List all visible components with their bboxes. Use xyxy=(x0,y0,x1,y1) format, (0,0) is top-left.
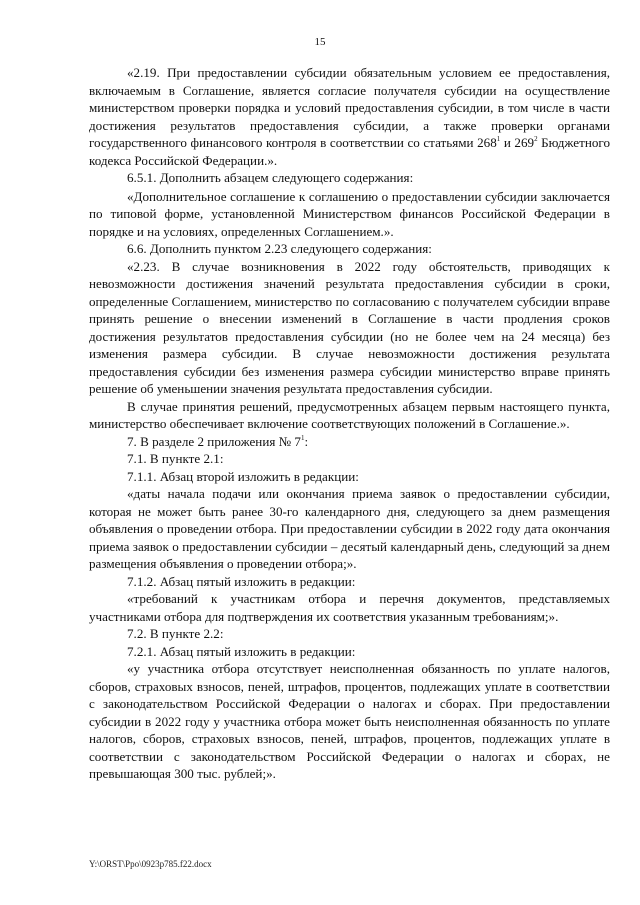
heading-6-5-1: 6.5.1. Дополнить абзацем следующего содержания: xyxy=(127,170,414,185)
paragraph-text: : xyxy=(304,433,309,449)
paragraph-text: 7. В разделе 2 приложения № 7 xyxy=(127,433,301,449)
paragraph-7-1-2-text: «требований к участникам отбора и перечня документов, представляемых участниками отбора для подтверждения их соответствия указанным требованиям;». xyxy=(89,591,610,624)
page-number: 15 xyxy=(314,36,326,48)
heading-7-2: 7.2. В пункте 2.2: xyxy=(127,626,224,641)
paragraph-2-23-cont: В случае принятия решений, предусмотренных абзацем первым настоящего пункта, министерство обеспечивает включение соответствующих положений в Соглашение.». xyxy=(89,398,610,431)
heading-7-1-1: 7.1.1. Абзац второй изложить в редакции: xyxy=(127,468,359,484)
superscript: 2 xyxy=(534,135,538,143)
heading-7-2-1: 7.2.1. Абзац пятый изложить в редакции: xyxy=(127,643,356,659)
paragraph-6-5-1-text: «Дополнительное соглашение к соглашению о предоставлении субсидии заключается по типовой форме, установленной Министерством финансов Российской Федерации в порядке и на условиях, определенных Соглашением.». xyxy=(89,188,610,239)
superscript: 1 xyxy=(496,135,501,143)
heading-7-1: 7.1. В пункте 2.1: xyxy=(127,451,224,466)
paragraph-2-23: «2.23. В случае возникновения в 2022 году обстоятельств, приводящих к невозможности достижения значений результата предоставления субсидии в сроки, определенные Соглашением, министерство по согласованию с получателем субсидии вправе принять решение о внесении изменений в Соглашение в части продления сроков достижения результатов предоставления субсидии (но не более чем на 24 месяца) без изменения размера субсидии. В случае невозможности достижения результата предоставления субсидии без изменения размера субсидии министерство вправе принять решение об уменьшении значения результата предоставления субсидии. xyxy=(89,258,610,396)
heading-7-1-2: 7.1.2. Абзац пятый изложить в редакции: xyxy=(127,573,356,589)
paragraph-text: и 269 xyxy=(500,135,535,150)
paragraph-7-2-1-text: «у участника отбора отсутствует неисполненная обязанность по уплате налогов, сборов, страховых взносов, пеней, штрафов, процентов, подлежащих уплате в соответствии с законодательством Российской Федерации о налогах и сборах. При предоставлении субсидии в 2022 году у участника отбора может быть неисполненная обязанность по уплате налогов, сборов, страховых взносов, пеней, штрафов, процентов, подлежащих уплате в соответствии с законодательством Российской Федерации о налогах и сборах, не превышающая 300 тыс. рублей;». xyxy=(89,661,610,781)
paragraph-2-19 xyxy=(89,64,610,169)
document-body xyxy=(89,64,610,783)
superscript: 1 xyxy=(300,433,305,442)
paragraph-text: Бюджетного кодекса Российской Федерации.». xyxy=(89,135,610,168)
heading-7 xyxy=(89,433,610,451)
paragraph-7-1-1-text: «даты начала подачи или окончания приема заявок о предоставлении субсидии, которая не может быть ранее 30-го календарного дня, следующего за днем размещения объявления о проведении отбора. При предоставлении субсидии в 2022 году дата окончания приема заявок о предоставлении субсидии – десятый календарный день, следующий за днем размещения объявления о проведении отбора;». xyxy=(89,486,610,571)
paragraph-text: «2.19. При предоставлении субсидии обязательным условием ее предоставления, включаемым в Соглашение, является согласие получателя субсидии на осуществление министерством проверки порядка и условий предоставления субсидии, в том числе в части достижения результатов предоставления субсидии, а также проверки органами государственного финансового контроля в соответствии со статьями 268 xyxy=(89,65,610,150)
heading-6-6: 6.6. Дополнить пунктом 2.23 следующего содержания: xyxy=(127,241,432,256)
footer-file-path: Y:\ORST\Ppo\0923p785.f22.docx xyxy=(89,859,212,869)
